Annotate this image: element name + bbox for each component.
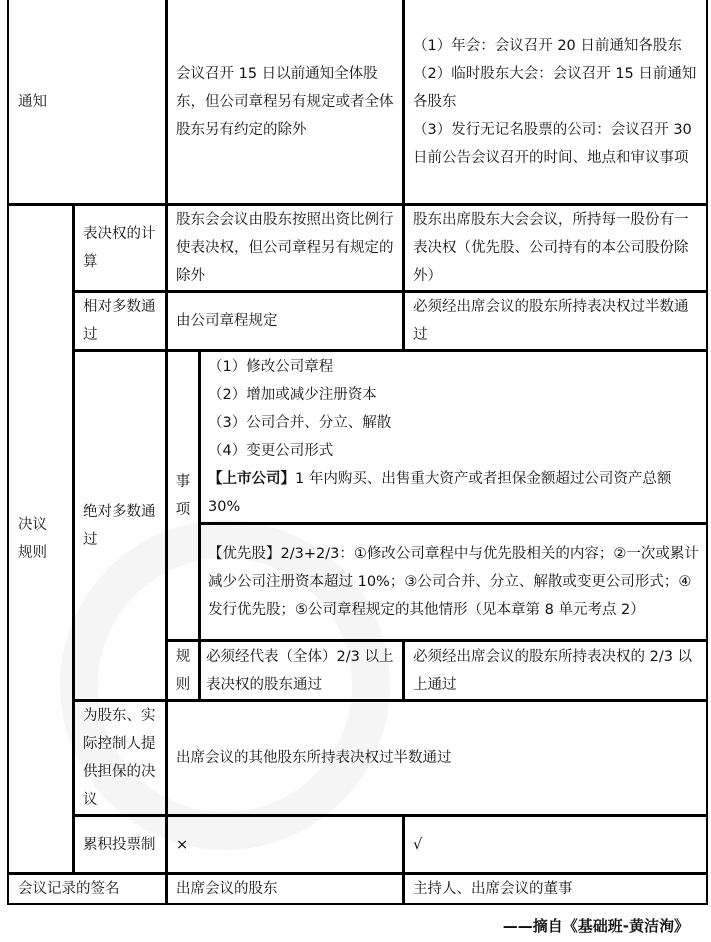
signature-corp: [402, 872, 708, 905]
label-text: 决议规则: [18, 517, 47, 561]
voting-calc-corp: [402, 203, 708, 293]
source-attribution: ——摘自《基础班-黄洁洵》: [502, 917, 689, 935]
simple-majority-label: [72, 290, 168, 352]
absolute-majority-llc: [198, 639, 405, 702]
cumulative-corp: [402, 814, 708, 875]
label-text: 相对多数通过: [83, 299, 156, 343]
cell-text: （3）发行无记名股票的公司：会议召开 30 日前公告会议召开的时间、地点和审议事项: [413, 122, 692, 166]
cell-text: 必须经出席会议的股东所持表决权的 2/3 以上通过: [413, 648, 693, 693]
label-text: 表决权的计算: [83, 226, 156, 270]
label-text: 会议记录的签名: [18, 880, 120, 897]
cell-text: 必须经代表（全体）2/3 以上表决权的股东通过: [206, 648, 394, 693]
rule-label: [165, 639, 201, 702]
cumulative-label: [72, 814, 168, 875]
list-item: （2）增加或减少注册资本: [208, 387, 377, 403]
label-text: 绝对多数通过: [83, 503, 156, 548]
guarantee-label: [72, 699, 168, 817]
cell-text: 出席会议的其他股东所持表决权过半数通过: [176, 750, 452, 766]
list-item: （4）变更公司形式: [208, 443, 334, 459]
voting-calc-label: [72, 203, 168, 293]
cell-text: 股东会会议由股东按照出资比例行使表决权，但公司章程另有规定的除外: [176, 212, 394, 284]
matters-label: [165, 349, 201, 642]
cell-text: ×: [176, 836, 189, 853]
matters-list: [198, 349, 708, 525]
cell-text: 主持人、出席会议的董事: [413, 880, 573, 897]
signature-llc: [165, 872, 405, 905]
list-item: （1）修改公司章程: [208, 359, 334, 375]
label-text: 事项: [175, 473, 191, 518]
cell-text: 会议召开 15 日以前通知全体股东，但公司章程另有规定或者全体股东另有约定的除外: [176, 66, 394, 138]
label-text: 规则: [175, 648, 191, 693]
label-text: 通知: [18, 94, 47, 110]
cell-text: 由公司章程规定: [176, 313, 278, 329]
list-item: （3）公司合并、分立、解散: [208, 415, 392, 431]
cell-text: （2）临时股东大会：会议召开 15 日前通知各股东: [413, 66, 697, 110]
guarantee-text: [165, 699, 708, 817]
cell-text: 股东出席股东大会会议，所持每一股份有一表决权（优先股、公司持有的本公司股份除外）: [413, 212, 689, 284]
voting-calc-llc: [165, 203, 405, 293]
notice-corp: [402, 0, 708, 206]
cell-text: （1）年会：会议召开 20 日前通知各股东: [413, 38, 682, 54]
simple-majority-llc: [165, 290, 405, 352]
cell-text: 出席会议的股东: [176, 880, 278, 897]
label-text: 累积投票制: [83, 836, 156, 853]
listed-tag: 【上市公司】: [208, 471, 295, 487]
notice-label: [7, 0, 168, 206]
cell-text: 必须经出席会议的股东所持表决权过半数通过: [413, 299, 689, 343]
label-text: 为股东、实际控制人提供担保的决议: [83, 708, 156, 808]
simple-majority-corp: [402, 290, 708, 352]
cell-text: √: [413, 836, 423, 853]
cumulative-llc: [165, 814, 405, 875]
resolution-label: [7, 203, 75, 875]
listed-text: 1 年内购买、出售重大资产或者担保金额超过公司资产总额 30%: [208, 471, 672, 515]
listed-company-item: [208, 465, 700, 521]
absolute-majority-corp: [402, 639, 708, 702]
absolute-majority-label: [72, 349, 168, 702]
cell-text: 【优先股】2/3+2/3：①修改公司章程中与优先股相关的内容；②一次或累计减少公司注册资本超过 10%；③公司合并、分立、解散或变更公司形式；④发行优先股；⑤公司章程规定的其他情形（见本章第 8 单元考点 2）: [208, 546, 699, 618]
notice-llc: [165, 0, 405, 206]
preferred-stock-cell: [198, 522, 708, 642]
signature-label: [7, 872, 168, 905]
